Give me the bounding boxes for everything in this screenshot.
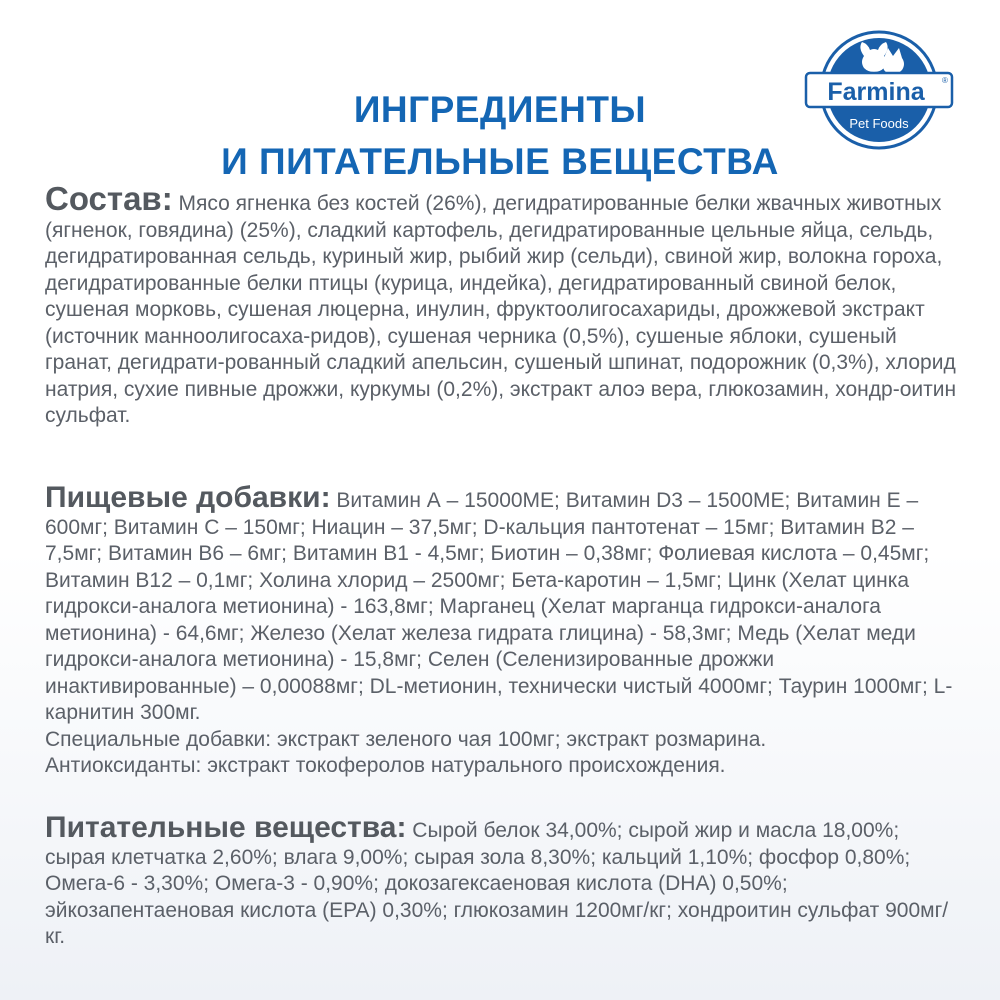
special-additives-text: Специальные добавки: экстракт зеленого чая 100мг; экстракт розмарина.	[45, 727, 767, 751]
title-line-2: И ПИТАТЕЛЬНЫЕ ВЕЩЕСТВА	[221, 141, 779, 182]
logo-registered-mark: ®	[942, 76, 948, 85]
composition-section	[45, 180, 960, 430]
nutrients-text: Сырой белок 34,00%; сырой жир и масла 18,00%; сырая клетчатка 2,60%; влага 9,00%; сырая зола 8,30%; кальций 1,10%; фосфор 0,80%; Омега-6 - 3,30%; Омега-3 - 0,90%; докозагексаеновая кислота (DHA) 0,50%; эйкозапентаеновая кислота (EPA) 0,30%; глюкозамин 1200мг/кг; хондроитин сульфат 900мг/кг.	[45, 819, 949, 948]
page-title	[0, 84, 1000, 188]
composition-heading: Состав:	[45, 180, 173, 217]
additives-text: Витамин А – 15000МЕ; Витамин D3 – 1500МЕ; Витамин Е – 600мг; Витамин С – 150мг; Ниацин – 37,5мг; D-кальция пантотенат – 15мг; Витамин В2 – 7,5мг; Витамин В6 – 6мг; Витамин В1 - 4,5мг; Биотин – 0,38мг; Фолиевая кислота – 0,45мг; Витамин В12 – 0,1мг; Холина хлорид – 2500мг; Бета-каротин – 1,5мг; Цинк (Хелат цинка гидрокси-аналога метионина) - 163,8мг; Марганец (Хелат марганца гидрокси-аналога метионина) - 64,6мг; Железо (Хелат железа гидрата глицина) - 58,3мг; Медь (Хелат меди гидрокси-аналога метионина) - 15,8мг; Селен (Селенизированные дрожжи инактивированные) – 0,00088мг; DL-метионин, технически чистый 4000мг; Таурин 1000мг; L-карнитин 300мг.	[45, 489, 953, 724]
nutrients-heading: Питательные вещества:	[45, 811, 407, 844]
additives-paragraph	[45, 481, 960, 727]
logo-brand-text: Farmina	[827, 78, 925, 106]
additives-heading: Пищевые добавки:	[45, 481, 331, 514]
antioxidants-text: Антиоксиданты: экстракт токоферолов натурального происхождения.	[45, 754, 726, 777]
additives-section	[45, 481, 960, 780]
composition-text: Мясо ягненка без костей (26%), дегидратированные белки жвачных животных (ягненок, говядина) (25%), сладкий картофель, дегидратированные цельные яйца, сельдь, дегидратированная сельдь, куриный жир, рыбий жир (сельди), свиной жир, волокна гороха, дегидратированные белки птицы (курица, индейка), дегидратированный свиной белок, сушеная морковь, сушеная люцерна, инулин, фруктоолигосахариды, дрожжевой экстракт (источник маннoолигосаха-ридов), сушеная черника (0,5%), сушеные яблоки, сушеный гранат, дегидрати-рованный сладкий апельсин, сушеный шпинат, подорожник (0,3%), хлорид натрия, сухие пивные дрожжи, куркумы (0,2%), экстракт алоэ вера, глюкозамин, хондр-оитин сульфат.	[45, 192, 957, 427]
title-line-1: ИНГРЕДИЕНТЫ	[353, 89, 647, 130]
nutrients-section	[45, 811, 960, 951]
logo-sub-text: Pet Foods	[849, 116, 909, 131]
